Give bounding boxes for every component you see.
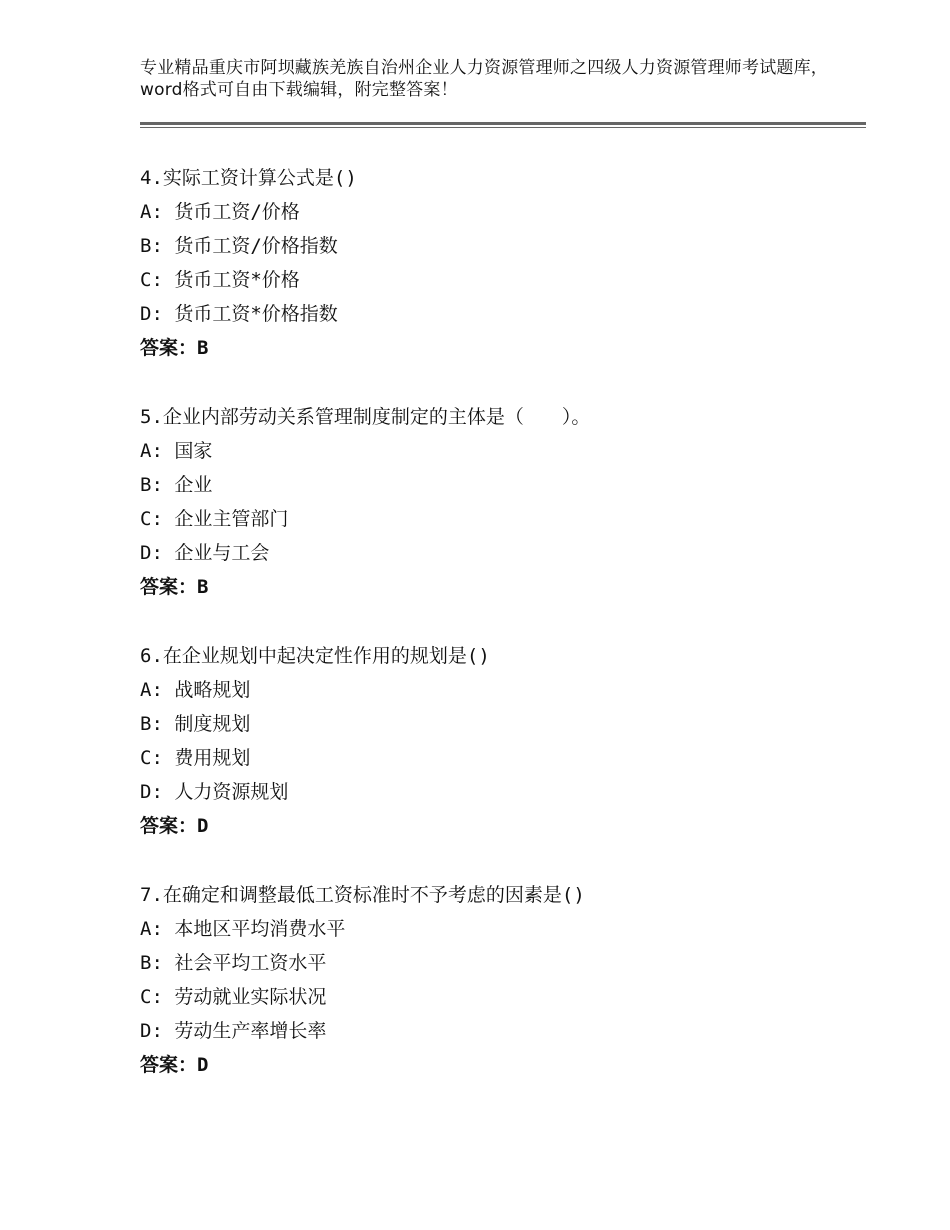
- answer-label: 答案：: [140, 1054, 198, 1076]
- option-a: A: 国家: [140, 440, 213, 462]
- question-stem: 6.在企业规划中起决定性作用的规划是(): [140, 645, 490, 667]
- question-stem: 7.在确定和调整最低工资标准时不予考虑的因素是(): [140, 884, 585, 906]
- option-d: D: 货币工资*价格指数: [140, 303, 338, 325]
- document-header: 专业精品重庆市阿坝藏族羌族自治州企业人力资源管理师之四级人力资源管理师考试题库，word格式可自由下载编辑，附完整答案！: [140, 58, 828, 100]
- option-b: B: 制度规划: [140, 713, 251, 735]
- option-b: B: 社会平均工资水平: [140, 952, 327, 974]
- answer-value: D: [197, 1054, 209, 1076]
- answer-line: [140, 1048, 840, 1082]
- answer-value: D: [197, 815, 209, 837]
- option-c: C: 费用规划: [140, 747, 251, 769]
- question-block: [140, 400, 840, 604]
- answer-value: B: [197, 576, 209, 598]
- option-a: A: 货币工资/价格: [140, 201, 300, 223]
- question-block: [140, 878, 840, 1082]
- option-d: D: 企业与工会: [140, 542, 270, 564]
- question-stem: 4.实际工资计算公式是(): [140, 167, 357, 189]
- header-divider-thin: [140, 127, 866, 128]
- question-stem: 5.企业内部劳动关系管理制度制定的主体是（ ）。: [140, 406, 591, 428]
- option-c: C: 企业主管部门: [140, 508, 289, 530]
- option-d: D: 人力资源规划: [140, 781, 289, 803]
- option-a: A: 战略规划: [140, 679, 251, 701]
- option-c: C: 劳动就业实际状况: [140, 986, 327, 1008]
- answer-value: B: [197, 337, 209, 359]
- header-divider-thick: [140, 122, 866, 125]
- answer-label: 答案：: [140, 337, 198, 359]
- answer-line: [140, 809, 840, 843]
- option-a: A: 本地区平均消费水平: [140, 918, 346, 940]
- answer-line: [140, 331, 840, 365]
- answer-label: 答案：: [140, 576, 198, 598]
- option-c: C: 货币工资*价格: [140, 269, 300, 291]
- question-block: [140, 639, 840, 843]
- option-b: B: 企业: [140, 474, 213, 496]
- answer-line: [140, 570, 840, 604]
- answer-label: 答案：: [140, 815, 198, 837]
- question-block: [140, 161, 840, 365]
- option-b: B: 货币工资/价格指数: [140, 235, 338, 257]
- option-d: D: 劳动生产率增长率: [140, 1020, 327, 1042]
